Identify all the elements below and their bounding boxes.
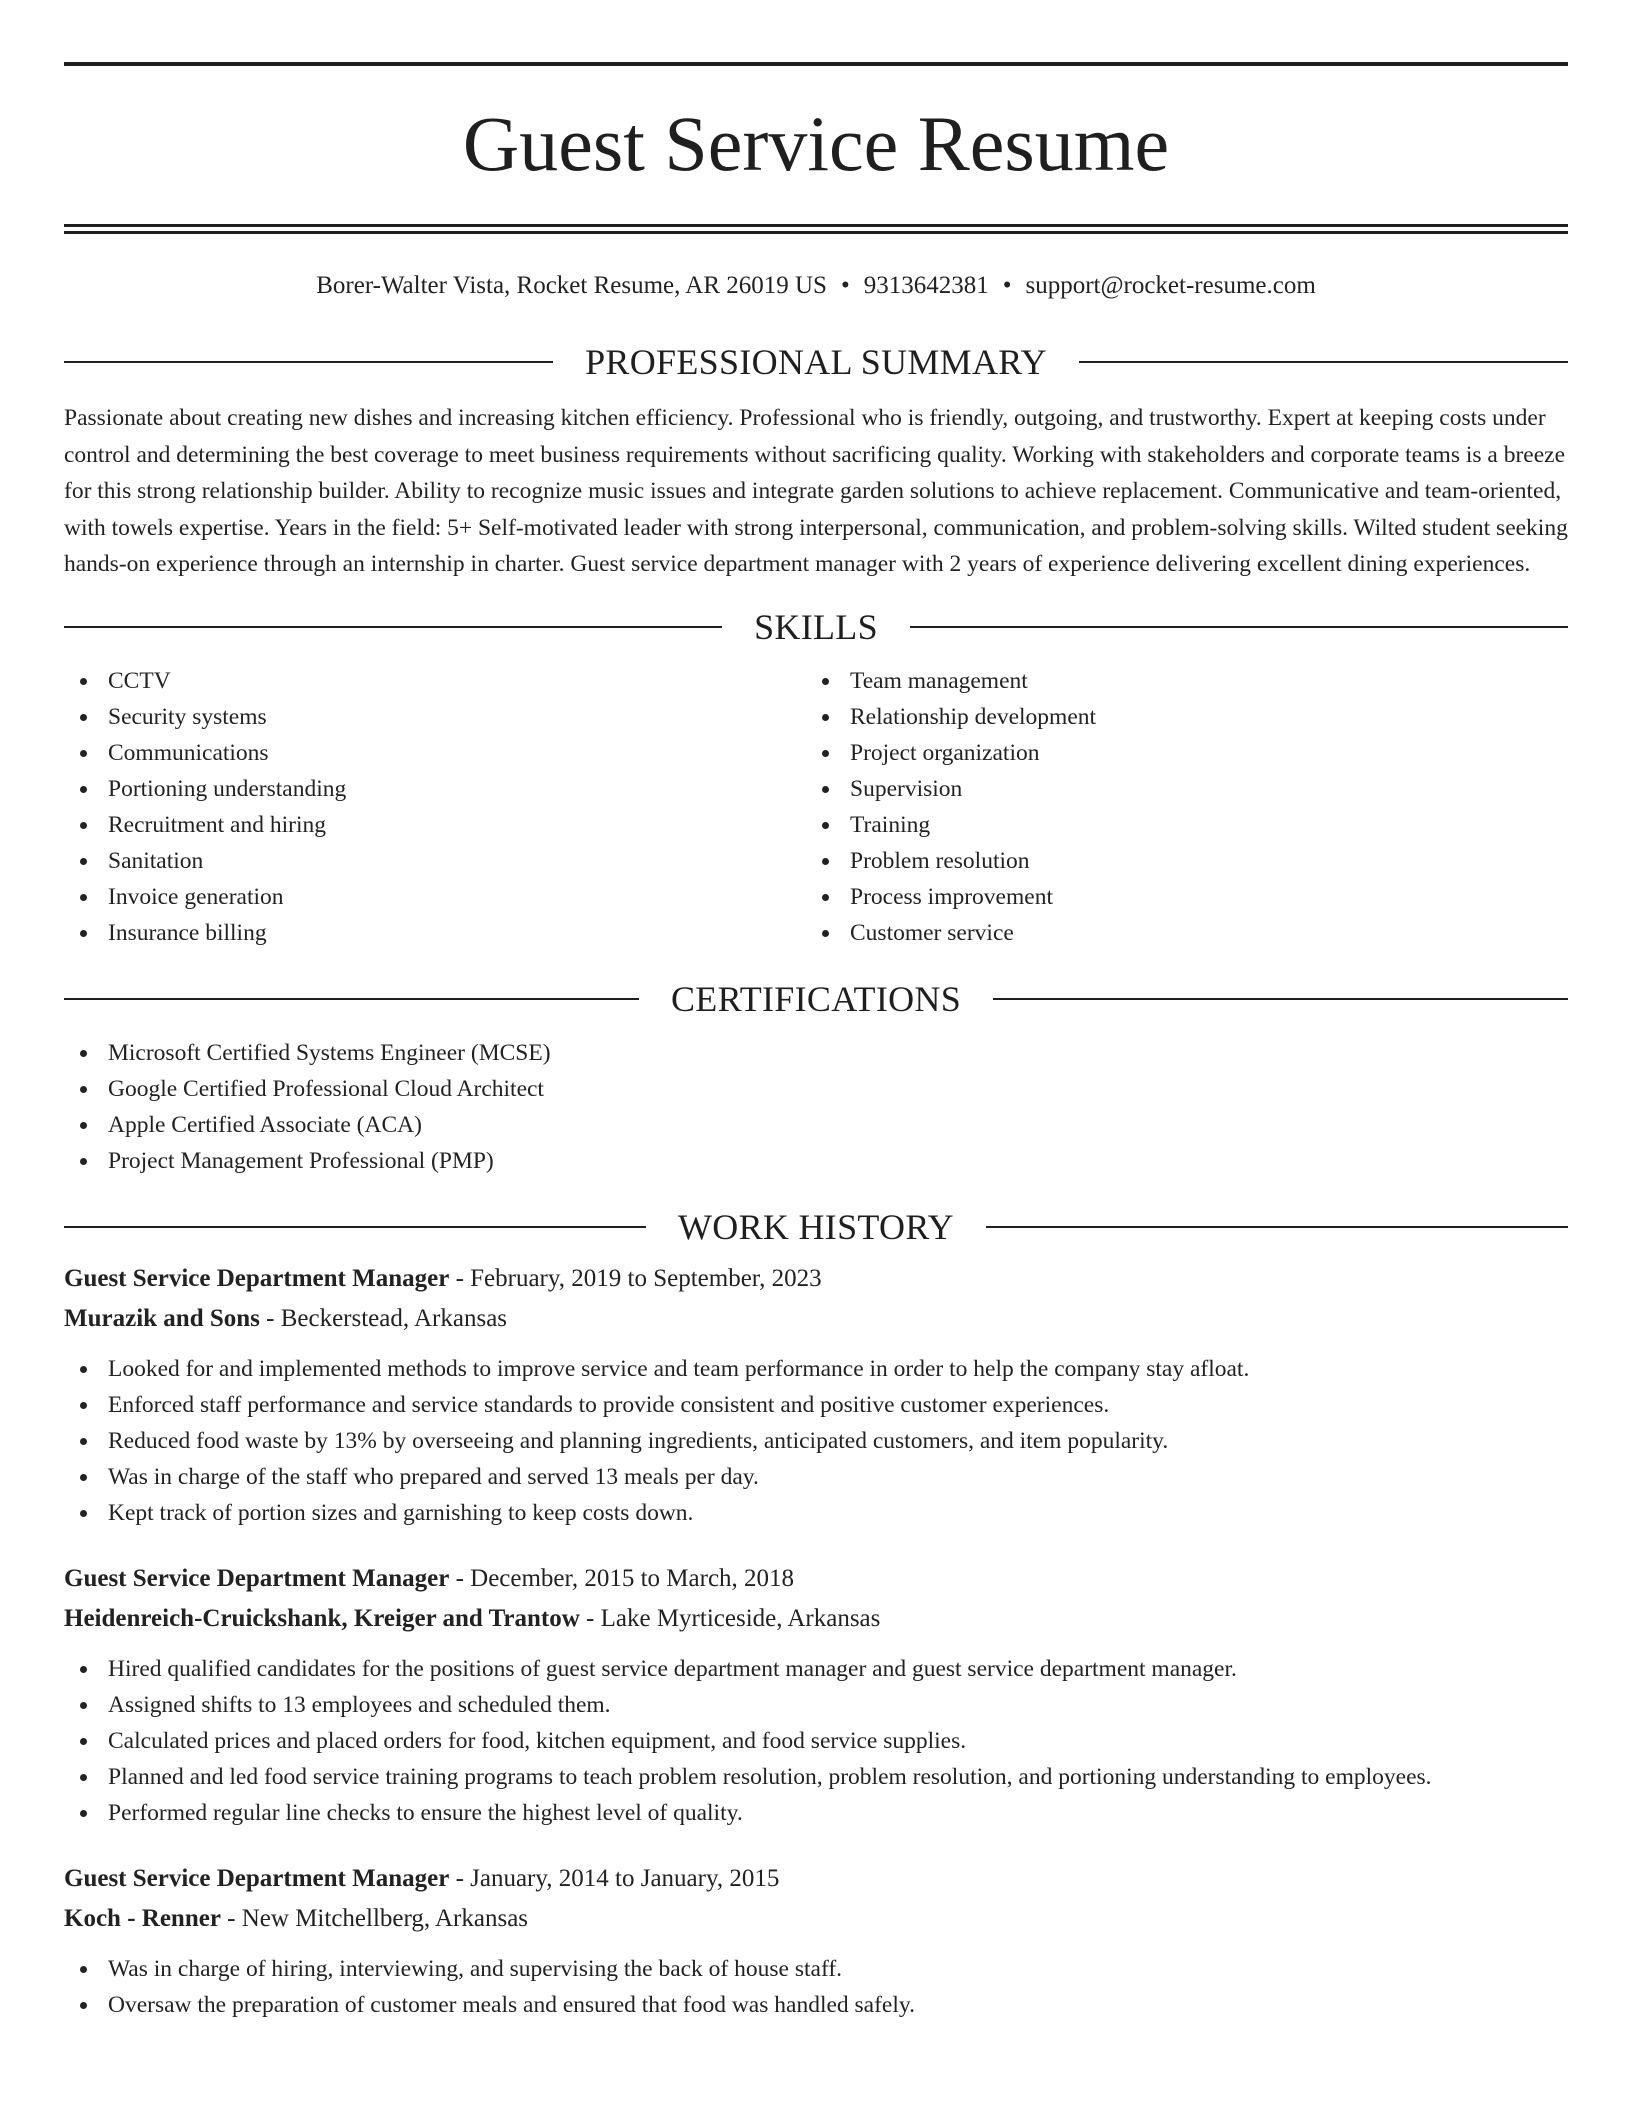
skill-item: Insurance billing [64,915,806,951]
heading-rule-right [1079,361,1568,363]
skills-heading-label: SKILLS [754,606,878,647]
job-company: Koch - Renner [64,1904,221,1932]
certification-item: Google Certified Professional Cloud Architect [64,1071,1568,1107]
job-bullet: Performed regular line checks to ensure the highest level of quality. [64,1795,1568,1831]
certification-item: Microsoft Certified Systems Engineer (MCSE) [64,1035,1568,1071]
job-dates: December, 2015 to March, 2018 [470,1564,795,1592]
job-bullet: Was in charge of hiring, interviewing, and supervising the back of house staff. [64,1951,1568,1987]
skills-list-right [806,663,1548,951]
resume-title: Guest Service Resume [462,100,1170,187]
job-location: Beckerstead, Arkansas [280,1304,508,1332]
summary-text: Passionate about creating new dishes and increasing kitchen efficiency. Professional who is friendly, outgoing, and trustworthy. Expert at keeping costs under control and determining the best coverage to meet business requirements without sacrificing quality. Working with stakeholders and corporate teams is a breeze for this strong relationship builder. Ability to recognize music issues and integrate garden solutions to achieve replacement. Communicative and team-oriented, with towels expertise. Years in the field: 5+ Self-motivated leader with strong interpersonal, communication, and problem-solving skills. Wilted student seeking hands-on experience through an internship in charter. Guest service department manager with 2 years of experience delivering excellent dining experiences. [64,405,1568,577]
contact-separator: • [840,272,850,299]
job-title: Guest Service Department Manager [64,1864,450,1892]
certifications-heading-label: CERTIFICATIONS [670,978,962,1019]
job-bullet: Looked for and implemented methods to improve service and team performance in order to help the company stay afloat. [64,1351,1568,1387]
skill-item: Portioning understanding [64,771,806,807]
heading-rule-left [64,998,639,1000]
skill-item: CCTV [64,663,806,699]
heading-rule-left [64,1226,646,1228]
skill-item: Relationship development [806,699,1548,735]
job-company-line: Koch - Renner - New Mitchellberg, Arkansas [64,1904,529,1932]
job-location: New Mitchellberg, Arkansas [241,1904,529,1932]
skills-columns [64,663,1568,951]
certifications-list [64,1035,1568,1179]
contact-line [64,270,1568,302]
job-bullet: Oversaw the preparation of customer meals and ensured that food was handled safely. [64,1987,1568,2023]
job-company-line: Murazik and Sons - Beckerstead, Arkansas [64,1304,508,1332]
top-rule [64,62,1568,66]
skill-item: Sanitation [64,843,806,879]
job-title: Guest Service Department Manager [64,1264,450,1292]
job-title: Guest Service Department Manager [64,1564,450,1592]
job-company: Murazik and Sons [64,1304,260,1332]
job-bullets [64,1651,1568,1831]
contact-phone: 9313642381 [863,272,989,299]
certification-item: Apple Certified Associate (ACA) [64,1107,1568,1143]
contact-email: support@rocket-resume.com [1025,272,1316,299]
job-bullet: Planned and led food service training programs to teach problem resolution, problem resolution, and portioning understanding to employees. [64,1759,1568,1795]
skill-item: Supervision [806,771,1548,807]
skill-item: Problem resolution [806,843,1548,879]
job-bullets [64,1951,1568,2023]
title-double-rule [64,224,1568,234]
skills-list-left [64,663,806,951]
summary-heading-label: PROFESSIONAL SUMMARY [585,342,1047,382]
heading-rule-right [993,998,1568,1000]
skill-item: Invoice generation [64,879,806,915]
job-bullet: Assigned shifts to 13 employees and scheduled them. [64,1687,1568,1723]
job-bullet: Was in charge of the staff who prepared and served 13 meals per day. [64,1459,1568,1495]
certification-item: Project Management Professional (PMP) [64,1143,1568,1179]
skill-item: Process improvement [806,879,1548,915]
summary-section-heading [64,340,1568,384]
skills-section-heading [64,605,1568,649]
job-dates: January, 2014 to January, 2015 [470,1864,780,1892]
job-bullet: Kept track of portion sizes and garnishing to keep costs down. [64,1495,1568,1531]
contact-separator: • [1002,272,1012,299]
skill-item: Training [806,807,1548,843]
job-company: Heidenreich-Cruickshank, Kreiger and Trantow [64,1604,580,1632]
work-history-section-heading [64,1205,1568,1249]
job-entry [64,1559,1568,1831]
skill-item: Team management [806,663,1548,699]
job-bullet: Reduced food waste by 13% by overseeing and planning ingredients, anticipated customers, and item popularity. [64,1423,1568,1459]
job-dates: February, 2019 to September, 2023 [470,1264,822,1292]
skill-item: Recruitment and hiring [64,807,806,843]
skill-item: Security systems [64,699,806,735]
skill-item: Customer service [806,915,1548,951]
contact-address: Borer-Walter Vista, Rocket Resume, AR 26019 US [316,272,827,299]
job-title-line: Guest Service Department Manager - December, 2015 to March, 2018 [64,1564,795,1592]
heading-rule-right [910,626,1568,628]
heading-rule-left [64,361,553,363]
job-company-line: Heidenreich-Cruickshank, Kreiger and Trantow - Lake Myrticeside, Arkansas [64,1604,881,1632]
heading-rule-right [986,1226,1568,1228]
skill-item: Communications [64,735,806,771]
job-entry [64,1859,1568,2023]
job-bullets [64,1351,1568,1531]
job-entry [64,1259,1568,1531]
job-title-line: Guest Service Department Manager - February, 2019 to September, 2023 [64,1264,822,1292]
job-bullet: Enforced staff performance and service standards to provide consistent and positive customer experiences. [64,1387,1568,1423]
skill-item: Project organization [806,735,1548,771]
job-bullet: Hired qualified candidates for the positions of guest service department manager and guest service department manager. [64,1651,1568,1687]
work-history-heading-label: WORK HISTORY [678,1206,954,1247]
job-bullet: Calculated prices and placed orders for food, kitchen equipment, and food service supplies. [64,1723,1568,1759]
certifications-section-heading [64,977,1568,1021]
job-title-line: Guest Service Department Manager - January, 2014 to January, 2015 [64,1864,780,1892]
job-location: Lake Myrticeside, Arkansas [600,1604,881,1632]
resume-page [64,0,1568,2023]
heading-rule-left [64,626,722,628]
